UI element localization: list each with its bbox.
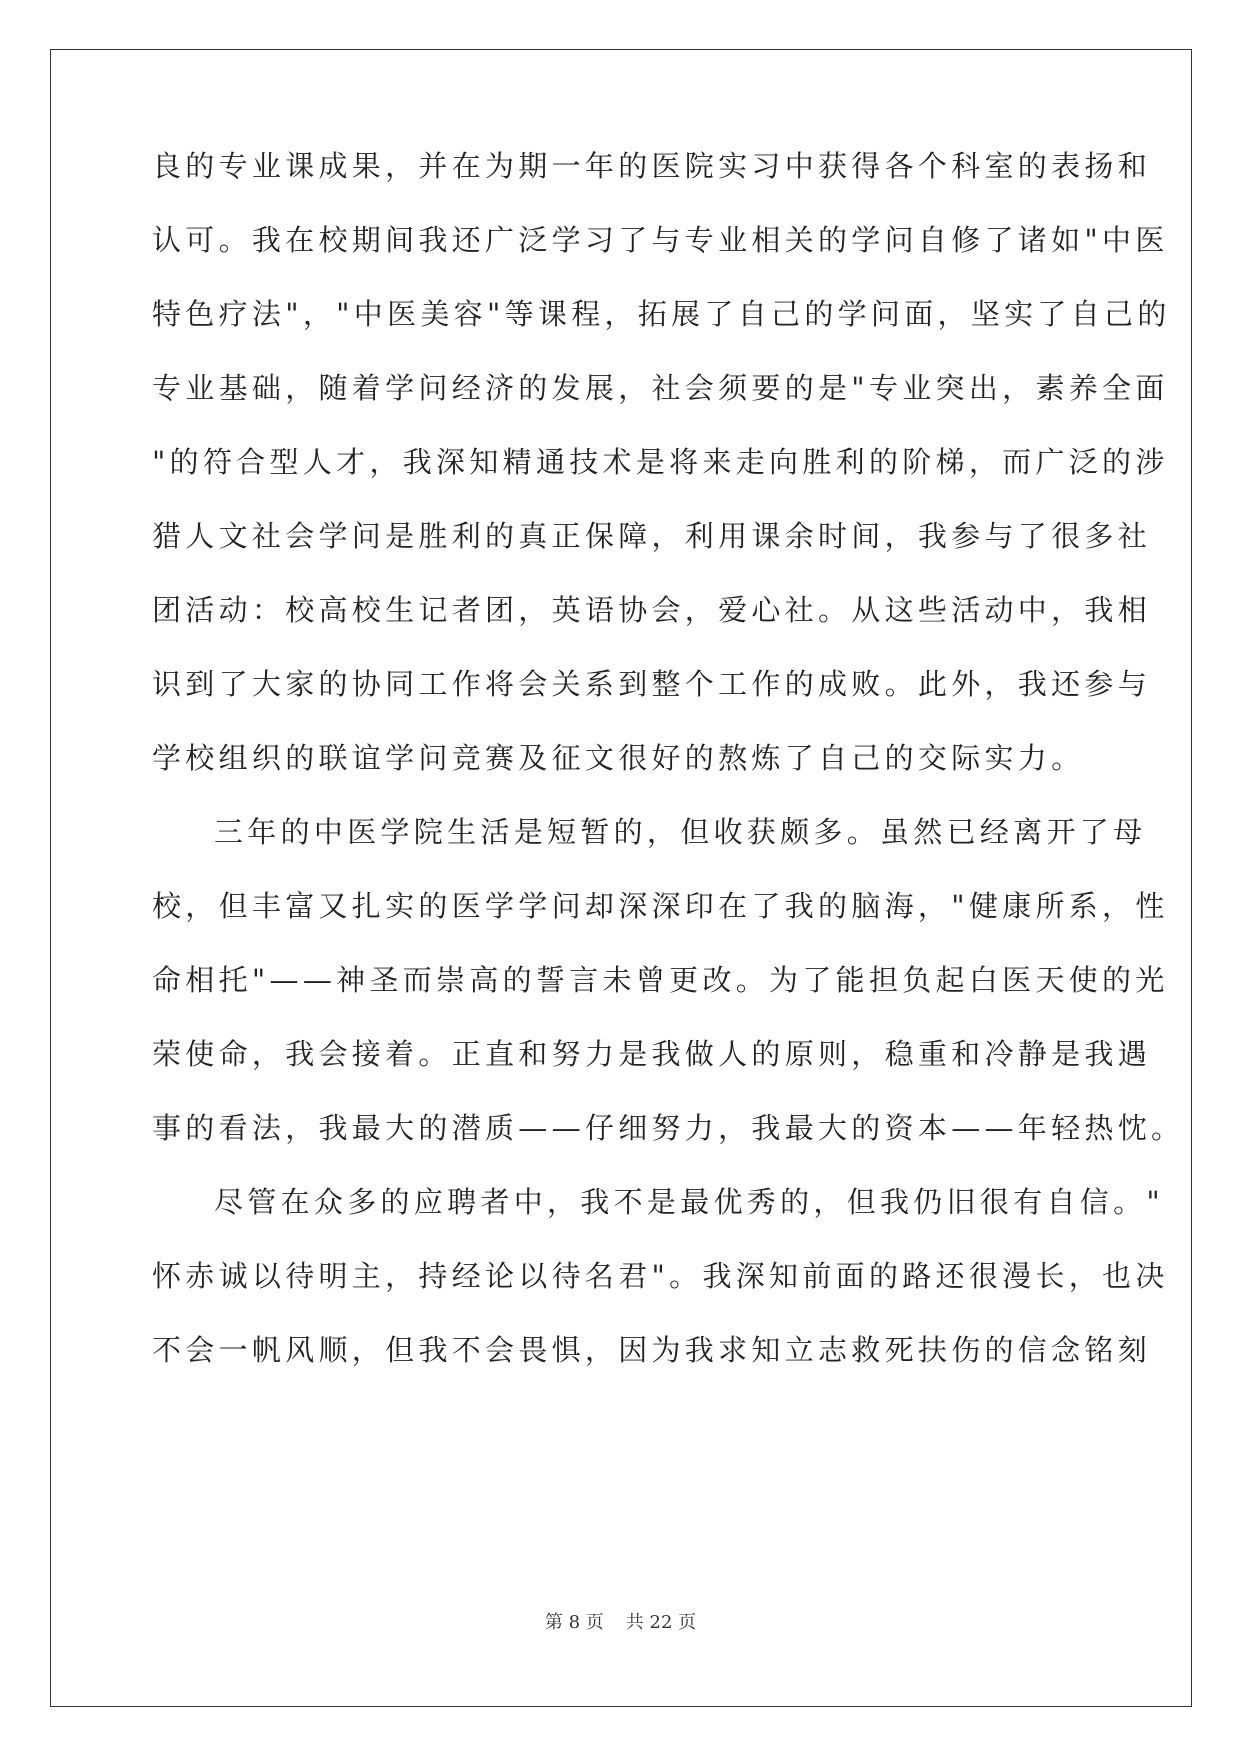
text-line: 特色疗法"，"中医美容"等课程，拓展了自己的学问面，坚实了自己的 (152, 297, 1171, 331)
text-line: 识到了大家的协同工作将会关系到整个工作的成败。此外，我还参与 (152, 667, 1152, 701)
text-line: 学校组织的联谊学问竞赛及征文很好的熬炼了自己的交际实力。 (152, 741, 1085, 775)
text-line: 命相托"——神圣而崇高的誓言未曾更改。为了能担负起白医天使的光 (152, 963, 1169, 997)
text-line: 猎人文社会学问是胜利的真正保障，利用课余时间，我参与了很多社 (152, 519, 1152, 553)
text-line: 事的看法，我最大的潜质——仔细努力，我最大的资本——年轻热忱。 (152, 1111, 1185, 1145)
text-line: 怀赤诚以待明主，持经论以待名君"。我深知前面的路还很漫长，也决 (152, 1259, 1169, 1293)
paragraph-first-line: 尽管在众多的应聘者中，我不是最优秀的，但我仍旧很有自信。" (214, 1185, 1165, 1219)
text-line: 良的专业课成果，并在为期一年的医院实习中获得各个科室的表扬和 (152, 149, 1152, 183)
text-line: 荣使命，我会接着。正直和努力是我做人的原则，稳重和冷静是我遇 (152, 1037, 1152, 1071)
page-footer (0, 1612, 1241, 1634)
page-number: 第 8 页 (544, 1612, 604, 1633)
text-line: 校，但丰富又扎实的医学学问却深深印在了我的脑海，"健康所系，性 (152, 889, 1169, 923)
text-line: "的符合型人才，我深知精通技术是将来走向胜利的阶梯，而广泛的涉 (152, 445, 1169, 479)
page-total: 共 22 页 (625, 1612, 697, 1633)
text-line: 专业基础，随着学问经济的发展，社会须要的是"专业突出，素养全面 (152, 371, 1169, 405)
paragraph-first-line: 三年的中医学院生活是短暂的，但收获颇多。虽然已经离开了母 (214, 815, 1147, 849)
text-line: 团活动：校高校生记者团，英语协会，爱心社。从这些活动中，我相 (152, 593, 1152, 627)
text-line: 不会一帆风顺，但我不会畏惧，因为我求知立志救死扶伤的信念铭刻 (152, 1333, 1152, 1367)
text-line: 认可。我在校期间我还广泛学习了与专业相关的学问自修了诸如"中医 (152, 223, 1169, 257)
